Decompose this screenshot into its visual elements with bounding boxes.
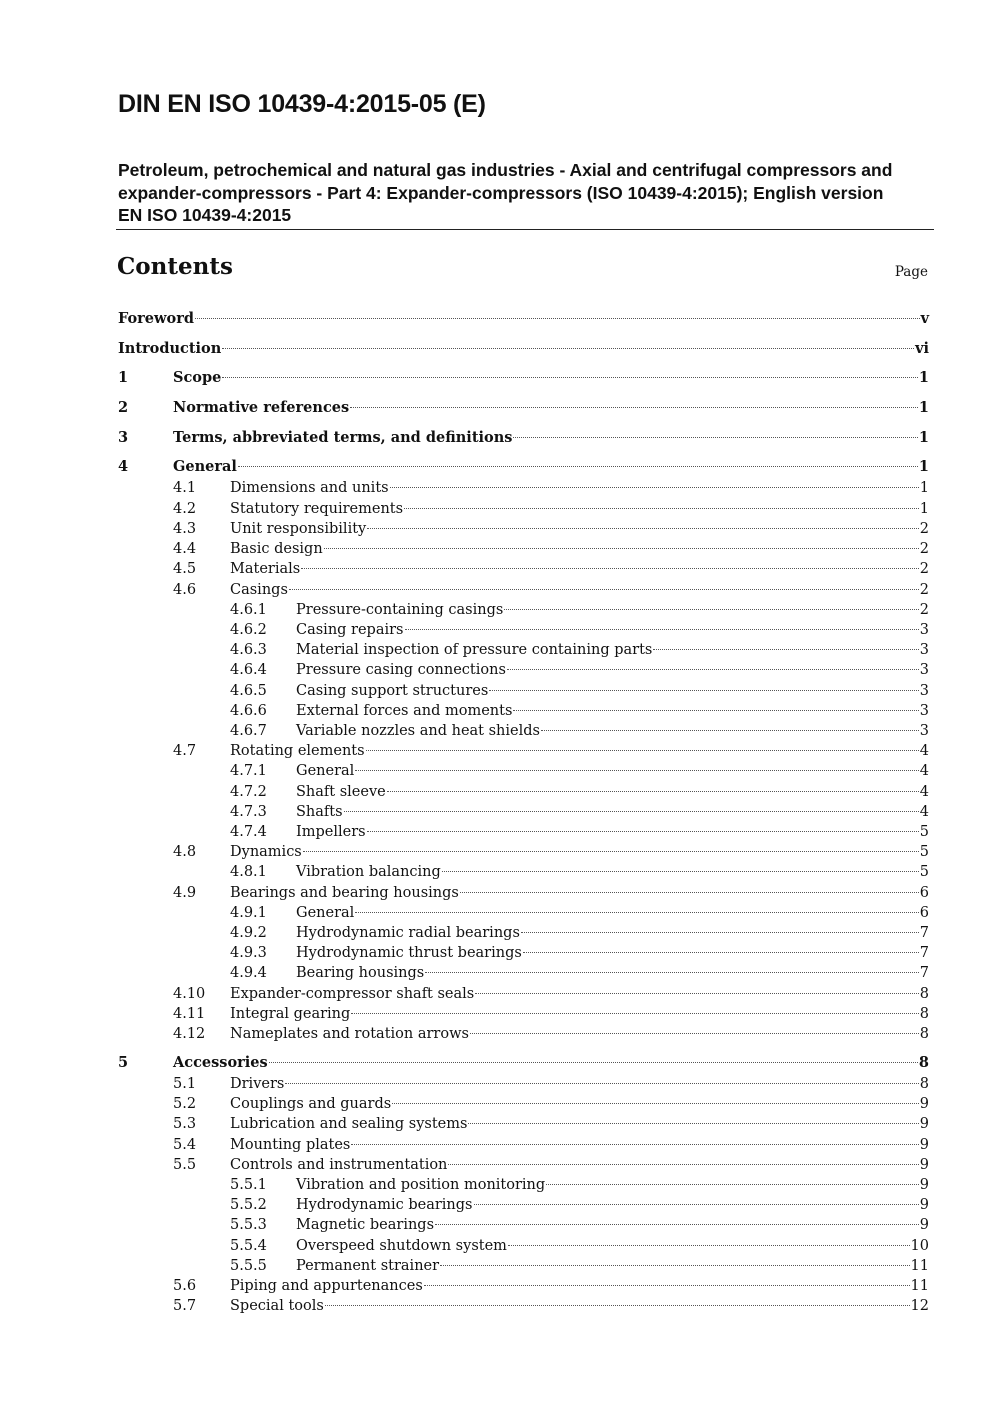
toc-entry-title[interactable]: Vibration balancing — [296, 864, 441, 880]
toc-entry-title[interactable]: Permanent strainer — [296, 1258, 440, 1274]
toc-entry-page[interactable]: 5 — [919, 824, 929, 840]
toc-entry[interactable] — [0, 741, 992, 761]
toc-entry-number: 4.12 — [173, 1026, 206, 1042]
dot-leader — [222, 377, 918, 378]
toc-entry-number: 5 — [118, 1054, 129, 1071]
toc-entry[interactable] — [0, 862, 992, 882]
dot-leader — [523, 952, 919, 953]
toc-entry-page[interactable]: 1 — [918, 458, 929, 475]
toc-entry-page[interactable]: 5 — [919, 864, 929, 880]
toc-entry-title[interactable]: Dynamics — [230, 844, 302, 860]
toc-entry-page[interactable]: 7 — [919, 965, 929, 981]
toc-entry-title[interactable]: Lubrication and sealing systems — [230, 1116, 468, 1132]
dot-leader — [355, 912, 918, 913]
toc-entry-number: 5.5.1 — [230, 1177, 267, 1193]
toc-entry-title[interactable]: Vibration and position monitoring — [296, 1177, 546, 1193]
toc-entry[interactable] — [0, 1276, 992, 1296]
toc-entry-page[interactable]: 9 — [919, 1157, 929, 1173]
toc-entry-title[interactable]: Overspeed shutdown system — [296, 1238, 507, 1254]
dot-leader — [470, 1033, 919, 1034]
toc-entry-page[interactable]: 3 — [919, 662, 929, 678]
toc-entry-title[interactable]: Accessories — [173, 1054, 268, 1071]
toc-entry[interactable] — [0, 1135, 992, 1155]
toc-entry-page[interactable]: 7 — [919, 925, 929, 941]
toc-entry-number: 4.10 — [173, 986, 206, 1002]
toc-entry-page[interactable]: 6 — [919, 885, 929, 901]
toc-entry-page[interactable]: 8 — [919, 1076, 929, 1092]
toc-entry-number: 4.5 — [173, 561, 197, 577]
toc-entry-title[interactable]: Integral gearing — [230, 1006, 351, 1022]
toc-entry[interactable] — [0, 499, 992, 519]
toc-entry-page[interactable]: 3 — [919, 723, 929, 739]
toc-entry[interactable] — [0, 580, 992, 600]
toc-entry-title[interactable]: Casings — [230, 582, 288, 598]
toc-entry-number: 4.6.5 — [230, 683, 267, 699]
toc-entry-number: 5.5.4 — [230, 1238, 267, 1254]
toc-entry-page[interactable]: 3 — [919, 703, 929, 719]
toc-entry-number: 5.5.2 — [230, 1197, 267, 1213]
toc-entry-title[interactable]: Statutory requirements — [230, 501, 404, 517]
toc-entry[interactable] — [0, 640, 992, 660]
toc-entry-number: 4.9.1 — [230, 905, 267, 921]
dot-leader — [387, 791, 919, 792]
dot-leader — [468, 1123, 918, 1124]
toc-entry[interactable] — [0, 398, 992, 418]
toc-entry[interactable] — [0, 1053, 992, 1073]
toc-entry-title[interactable]: Variable nozzles and heat shields — [296, 723, 540, 739]
toc-entry-number: 4.8.1 — [230, 864, 267, 880]
contents-heading: Contents — [117, 253, 233, 280]
toc-entry-number: 4.2 — [173, 501, 197, 517]
toc-entry-page[interactable]: 5 — [919, 844, 929, 860]
toc-entry-title[interactable]: Scope — [173, 369, 222, 386]
dot-leader — [653, 649, 918, 650]
toc-entry-page[interactable]: 8 — [918, 1054, 929, 1071]
toc-entry[interactable] — [0, 984, 992, 1004]
toc-entry[interactable] — [0, 1236, 992, 1256]
toc-entry-page[interactable]: 1 — [918, 399, 929, 416]
dot-leader — [392, 1103, 919, 1104]
dot-leader — [350, 407, 918, 408]
toc-entry-title[interactable]: Shafts — [296, 804, 343, 820]
toc-entry-page[interactable]: 2 — [919, 521, 929, 537]
title-divider — [116, 229, 934, 230]
toc-entry-page[interactable]: 1 — [918, 369, 929, 386]
toc-entry-page[interactable]: 4 — [919, 763, 929, 779]
document-title: Petroleum, petrochemical and natural gas industries - Axial and centrifugal compressors and expander-compressors - Part 4: Expander-compressors (ISO 10439-4:2015); English version EN ISO 10439-4:2015 — [118, 160, 893, 225]
toc-entry-number: 5.5 — [173, 1157, 197, 1173]
toc-entry-number: 5.1 — [173, 1076, 197, 1092]
toc-entry-number: 5.7 — [173, 1298, 197, 1314]
dot-leader — [366, 750, 919, 751]
toc-entry[interactable] — [0, 782, 992, 802]
toc-entry[interactable] — [0, 1175, 992, 1195]
toc-entry-title[interactable]: Special tools — [230, 1298, 324, 1314]
toc-entry[interactable] — [0, 883, 992, 903]
toc-entry[interactable] — [0, 660, 992, 680]
dot-leader — [405, 629, 919, 630]
toc-entry-page[interactable]: 9 — [919, 1217, 929, 1233]
toc-entry-title[interactable]: Unit responsibility — [230, 521, 367, 537]
toc-entry-number: 4.9.2 — [230, 925, 267, 941]
toc-entry[interactable] — [0, 1004, 992, 1024]
toc-entry-number: 4.7.2 — [230, 784, 267, 800]
toc-entry-number: 4.6.1 — [230, 602, 267, 618]
toc-entry-page[interactable]: 8 — [919, 1026, 929, 1042]
toc-entry-number: 5.4 — [173, 1137, 197, 1153]
toc-entry-title[interactable]: Nameplates and rotation arrows — [230, 1026, 469, 1042]
toc-entry[interactable] — [0, 1256, 992, 1276]
dot-leader — [269, 1062, 918, 1063]
toc-entry[interactable] — [0, 903, 992, 923]
toc-entry-page[interactable]: 10 — [910, 1238, 929, 1254]
toc-entry-page[interactable]: 9 — [919, 1116, 929, 1132]
toc-entry-number: 1 — [118, 369, 129, 386]
toc-entry-number: 4.6 — [173, 582, 197, 598]
toc-entry-number: 4.6.7 — [230, 723, 267, 739]
toc-entry-page[interactable]: 9 — [919, 1096, 929, 1112]
toc-entry[interactable] — [0, 1114, 992, 1134]
dot-leader — [513, 437, 918, 438]
toc-entry-number: 5.3 — [173, 1116, 197, 1132]
dot-leader — [301, 568, 919, 569]
toc-entry-page[interactable]: 3 — [919, 642, 929, 658]
toc-entry[interactable] — [0, 539, 992, 559]
toc-entry[interactable] — [0, 368, 992, 388]
toc-entry[interactable] — [0, 943, 992, 963]
toc-entry-title[interactable]: Terms, abbreviated terms, and definitions — [173, 429, 513, 446]
toc-entry-title[interactable]: Bearings and bearing housings — [230, 885, 459, 901]
toc-entry-title[interactable]: Impellers — [296, 824, 366, 840]
toc-entry[interactable] — [0, 963, 992, 983]
toc-entry[interactable] — [0, 1155, 992, 1175]
document-id: DIN EN ISO 10439-4:2015-05 (E) — [118, 90, 486, 118]
toc-entry-page[interactable]: 9 — [919, 1197, 929, 1213]
toc-entry-title[interactable]: Bearing housings — [296, 965, 425, 981]
toc-entry-number: 4.6.3 — [230, 642, 267, 658]
toc-entry[interactable] — [0, 761, 992, 781]
dot-leader — [367, 528, 919, 529]
toc-entry-number: 4.8 — [173, 844, 197, 860]
toc-entry[interactable] — [0, 822, 992, 842]
toc-entry-number: 4.7.3 — [230, 804, 267, 820]
toc-entry[interactable] — [0, 842, 992, 862]
toc-entry-title[interactable]: Hydrodynamic bearings — [296, 1197, 473, 1213]
toc-entry[interactable] — [0, 1195, 992, 1215]
toc-entry-number: 4.6.6 — [230, 703, 267, 719]
toc-entry-title[interactable]: Materials — [230, 561, 301, 577]
toc-entry-number: 4.11 — [173, 1006, 206, 1022]
toc-entry-number: 4 — [118, 458, 129, 475]
toc-entry-number: 3 — [118, 429, 129, 446]
dot-leader — [541, 730, 919, 731]
toc-entry-number: 4.6.2 — [230, 622, 267, 638]
dot-leader — [351, 1144, 918, 1145]
toc-entry-page[interactable]: 4 — [919, 784, 929, 800]
toc-entry-page[interactable]: 2 — [919, 561, 929, 577]
toc-entry-number: 4.9.4 — [230, 965, 267, 981]
toc-entry-title[interactable]: General — [296, 905, 355, 921]
toc-entry-page[interactable]: 9 — [919, 1177, 929, 1193]
toc-entry-title[interactable]: Rotating elements — [230, 743, 365, 759]
dot-leader — [474, 1204, 919, 1205]
toc-entry[interactable] — [0, 1296, 992, 1316]
toc-entry-title[interactable]: External forces and moments — [296, 703, 513, 719]
toc-entry[interactable] — [0, 701, 992, 721]
toc-entry-page[interactable]: 6 — [919, 905, 929, 921]
toc-entry-title[interactable]: Pressure casing connections — [296, 662, 506, 678]
toc-entry-title[interactable]: Normative references — [173, 399, 350, 416]
toc-entry[interactable] — [0, 923, 992, 943]
toc-entry-number: 5.5.5 — [230, 1258, 267, 1274]
dot-leader — [546, 1184, 919, 1185]
dot-leader — [508, 1245, 910, 1246]
dot-leader — [475, 993, 919, 994]
toc-entry-number: 2 — [118, 399, 129, 416]
toc-entry[interactable] — [0, 620, 992, 640]
dot-leader — [425, 972, 919, 973]
toc-entry-title[interactable]: Couplings and guards — [230, 1096, 392, 1112]
toc-entry-number: 5.5.3 — [230, 1217, 267, 1233]
dot-leader — [390, 487, 919, 488]
dot-leader — [424, 1285, 910, 1286]
dot-leader — [460, 892, 919, 893]
toc-entry-number: 4.6.4 — [230, 662, 267, 678]
toc-entry-page[interactable]: 1 — [919, 501, 929, 517]
toc-entry-page[interactable]: v — [920, 310, 929, 327]
dot-leader — [325, 1305, 910, 1306]
toc-entry-title[interactable]: Controls and instrumentation — [230, 1157, 448, 1173]
toc-entry-page[interactable]: 1 — [918, 429, 929, 446]
dot-leader — [303, 851, 919, 852]
toc-entry-title[interactable]: Casing support structures — [296, 683, 489, 699]
toc-entry-page[interactable]: 12 — [910, 1298, 929, 1314]
toc-entry-page[interactable]: 2 — [919, 541, 929, 557]
toc-entry-number: 4.7 — [173, 743, 197, 759]
dot-leader — [504, 609, 918, 610]
toc-entry[interactable] — [0, 1024, 992, 1044]
toc-entry[interactable] — [0, 559, 992, 579]
toc-entry-number: 4.4 — [173, 541, 197, 557]
toc-entry[interactable] — [0, 681, 992, 701]
page-column-label: Page — [894, 264, 928, 280]
toc-entry[interactable] — [0, 600, 992, 620]
dot-leader — [355, 770, 918, 771]
toc-entry-page[interactable]: 8 — [919, 1006, 929, 1022]
toc-entry-title[interactable]: Expander-compressor shaft seals — [230, 986, 475, 1002]
toc-entry[interactable] — [0, 1215, 992, 1235]
toc-entry-page[interactable]: 11 — [910, 1278, 929, 1294]
dot-leader — [404, 508, 919, 509]
dot-leader — [222, 348, 914, 349]
toc-entry-number: 4.9.3 — [230, 945, 267, 961]
toc-entry-title[interactable]: Hydrodynamic radial bearings — [296, 925, 520, 941]
toc-entry-title[interactable]: Drivers — [230, 1076, 285, 1092]
dot-leader — [513, 710, 918, 711]
dot-leader — [289, 589, 919, 590]
toc-entry-title[interactable]: Dimensions and units — [230, 480, 389, 496]
toc-entry-page[interactable]: 4 — [919, 804, 929, 820]
toc-entry-title[interactable]: General — [173, 458, 237, 475]
dot-leader — [489, 690, 918, 691]
toc-entry-page[interactable]: 2 — [919, 582, 929, 598]
dot-leader — [324, 548, 919, 549]
dot-leader — [440, 1265, 910, 1266]
toc-entry-number: 4.7.1 — [230, 763, 267, 779]
dot-leader — [351, 1013, 918, 1014]
dot-leader — [507, 669, 919, 670]
dot-leader — [435, 1224, 919, 1225]
toc-entry-number: 4.7.4 — [230, 824, 267, 840]
toc-entry[interactable] — [0, 339, 992, 359]
toc-entry[interactable] — [0, 802, 992, 822]
toc-entry-title[interactable]: Casing repairs — [296, 622, 404, 638]
dot-leader — [344, 811, 919, 812]
dot-leader — [442, 871, 919, 872]
dot-leader — [367, 831, 919, 832]
toc-entry-page[interactable]: 4 — [919, 743, 929, 759]
toc-entry-title[interactable]: Introduction — [118, 340, 222, 357]
toc-entry-title[interactable]: Shaft sleeve — [296, 784, 386, 800]
toc-entry[interactable] — [0, 721, 992, 741]
toc-entry[interactable] — [0, 309, 992, 329]
toc-entry[interactable] — [0, 1094, 992, 1114]
dot-leader — [521, 932, 919, 933]
toc-entry-title[interactable]: General — [296, 763, 355, 779]
toc-entry-title[interactable]: Magnetic bearings — [296, 1217, 435, 1233]
toc-entry-page[interactable]: 1 — [919, 480, 929, 496]
toc-entry-number: 4.3 — [173, 521, 197, 537]
toc-entry-title[interactable]: Piping and appurtenances — [230, 1278, 423, 1294]
toc-entry-title[interactable]: Hydrodynamic thrust bearings — [296, 945, 522, 961]
dot-leader — [238, 466, 918, 467]
toc-entry-page[interactable]: 2 — [919, 602, 929, 618]
toc-entry[interactable] — [0, 428, 992, 448]
toc-entry-page[interactable]: 8 — [919, 986, 929, 1002]
toc-entry-number: 4.9 — [173, 885, 197, 901]
dot-leader — [448, 1164, 918, 1165]
toc-entry-number: 5.2 — [173, 1096, 197, 1112]
dot-leader — [195, 318, 920, 319]
toc-entry-title[interactable]: Foreword — [118, 310, 194, 327]
toc-entry-title[interactable]: Pressure-containing casings — [296, 602, 504, 618]
toc-entry[interactable] — [0, 519, 992, 539]
toc-entry-number: 5.6 — [173, 1278, 197, 1294]
dot-leader — [285, 1083, 918, 1084]
toc-entry-page[interactable]: 3 — [919, 622, 929, 638]
toc-entry-page[interactable]: vi — [915, 340, 929, 357]
toc-entry-number: 4.1 — [173, 480, 197, 496]
toc-entry[interactable] — [0, 457, 992, 477]
toc-entry-title[interactable]: Material inspection of pressure containing parts — [296, 642, 653, 658]
toc-entry-title[interactable]: Mounting plates — [230, 1137, 351, 1153]
toc-entry-page[interactable]: 7 — [919, 945, 929, 961]
toc-entry[interactable] — [0, 478, 992, 498]
toc-entry-title[interactable]: Basic design — [230, 541, 323, 557]
toc-entry[interactable] — [0, 1074, 992, 1094]
toc-entry-page[interactable]: 11 — [910, 1258, 929, 1274]
toc-entry-page[interactable]: 3 — [919, 683, 929, 699]
toc-entry-page[interactable]: 9 — [919, 1137, 929, 1153]
